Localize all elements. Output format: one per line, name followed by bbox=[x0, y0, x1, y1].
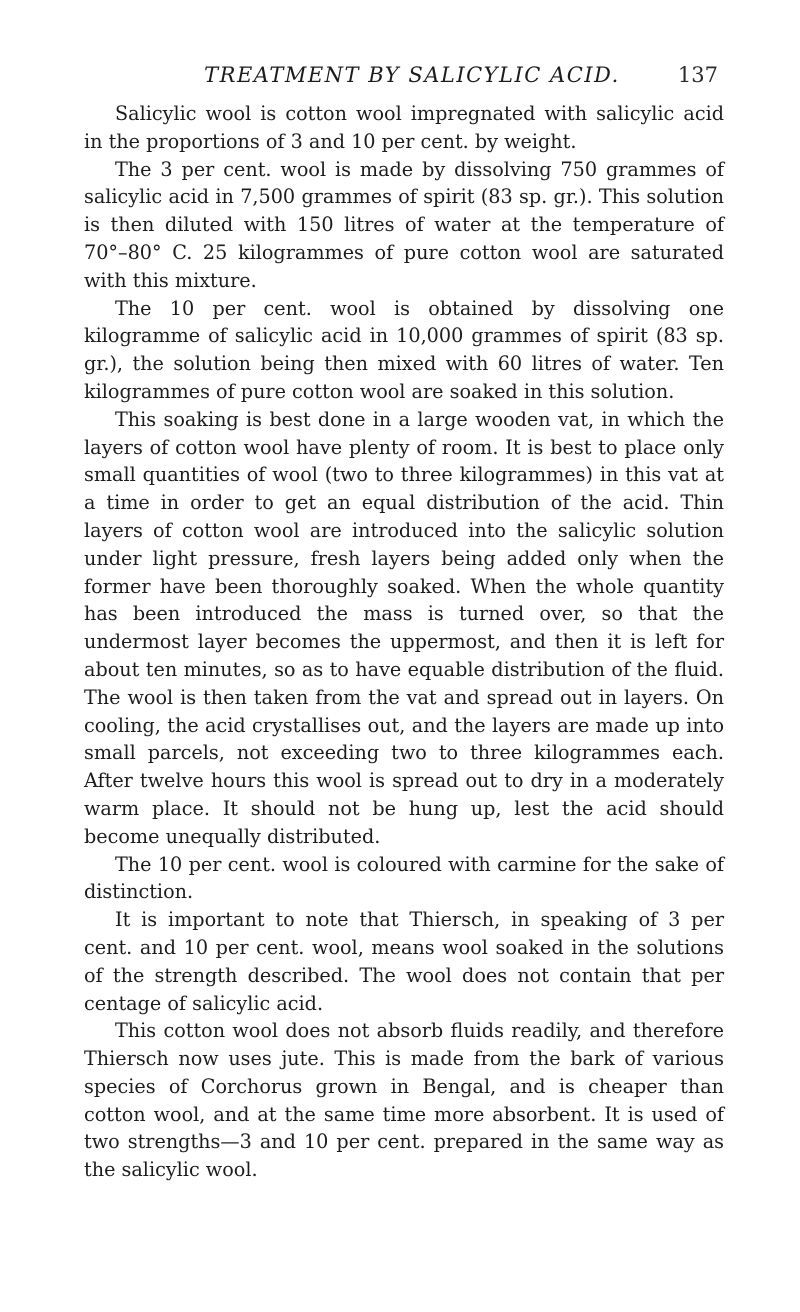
paragraph-salicylic-wool-intro: Salicylic wool is cotton wool impregnated with salicylic acid in the proportions of 3 and 10 per cent. by weight. bbox=[84, 102, 724, 153]
paragraph-thiersch-note: It is important to note that Thiersch, in speaking of 3 per cent. and 10 per cent. wool, means wool soaked in the solutions of the strength described. The wool does not contain that per centage of salicylic acid. bbox=[84, 908, 724, 1015]
running-head bbox=[116, 60, 718, 90]
paragraph-ten-percent-wool: The 10 per cent. wool is obtained by dissolving one kilogramme of salicylic acid in 10,000 grammes of spirit (83 sp. gr.), the solution being then mixed with 60 litres of water. Ten kilogrammes of pure cotton wool are soaked in this solution. bbox=[84, 296, 724, 403]
paragraph-carmine-colouring: The 10 per cent. wool is coloured with carmine for the sake of distinction. bbox=[84, 852, 724, 904]
page-number: 137 bbox=[677, 63, 718, 87]
body-text bbox=[84, 100, 724, 1184]
paragraph-soaking-process: This soaking is best done in a large wooden vat, in which the layers of cotton wool have plenty of room. It is best to place only small quantities of wool (two to three kilogrammes) in this vat at a time in order to get an equal distribution of the acid. Thin layers of cotton wool are introduced into the salicylic solution under light pressure, fresh layers being added only when the former have been thoroughly soaked. When the whole quantity has been introduced the mass is turned over, so that the undermost layer becomes the uppermost, and then it is left for about ten minutes, so as to have equable distribution of the fluid. The wool is then taken from the vat and spread out in layers. On cooling, the acid crystallises out, and the layers are made up into small parcels, not exceeding two to three kilogrammes each. After twelve hours this wool is spread out to dry in a moderately warm place. It should not be hung up, lest the acid should become unequally distributed. bbox=[84, 407, 724, 848]
paragraph-jute: This cotton wool does not absorb fluids readily, and therefore Thiersch now uses jute. This is made from the bark of various species of Corchorus grown in Bengal, and is cheaper than cotton wool, and at the same time more absorbent. It is used of two strengths—3 and 10 per cent. prepared in the same way as the salicylic wool. bbox=[84, 1019, 724, 1182]
paragraph-three-percent-wool: The 3 per cent. wool is made by dissolving 750 grammes of salicylic acid in 7,500 grammes of spirit (83 sp. gr.). This solution is then diluted with 150 litres of water at the temperature of 70°–80° C. 25 kilogrammes of pure cotton wool are saturated with this mixture. bbox=[84, 157, 724, 292]
running-title: TREATMENT BY SALICYLIC ACID. bbox=[204, 63, 620, 87]
